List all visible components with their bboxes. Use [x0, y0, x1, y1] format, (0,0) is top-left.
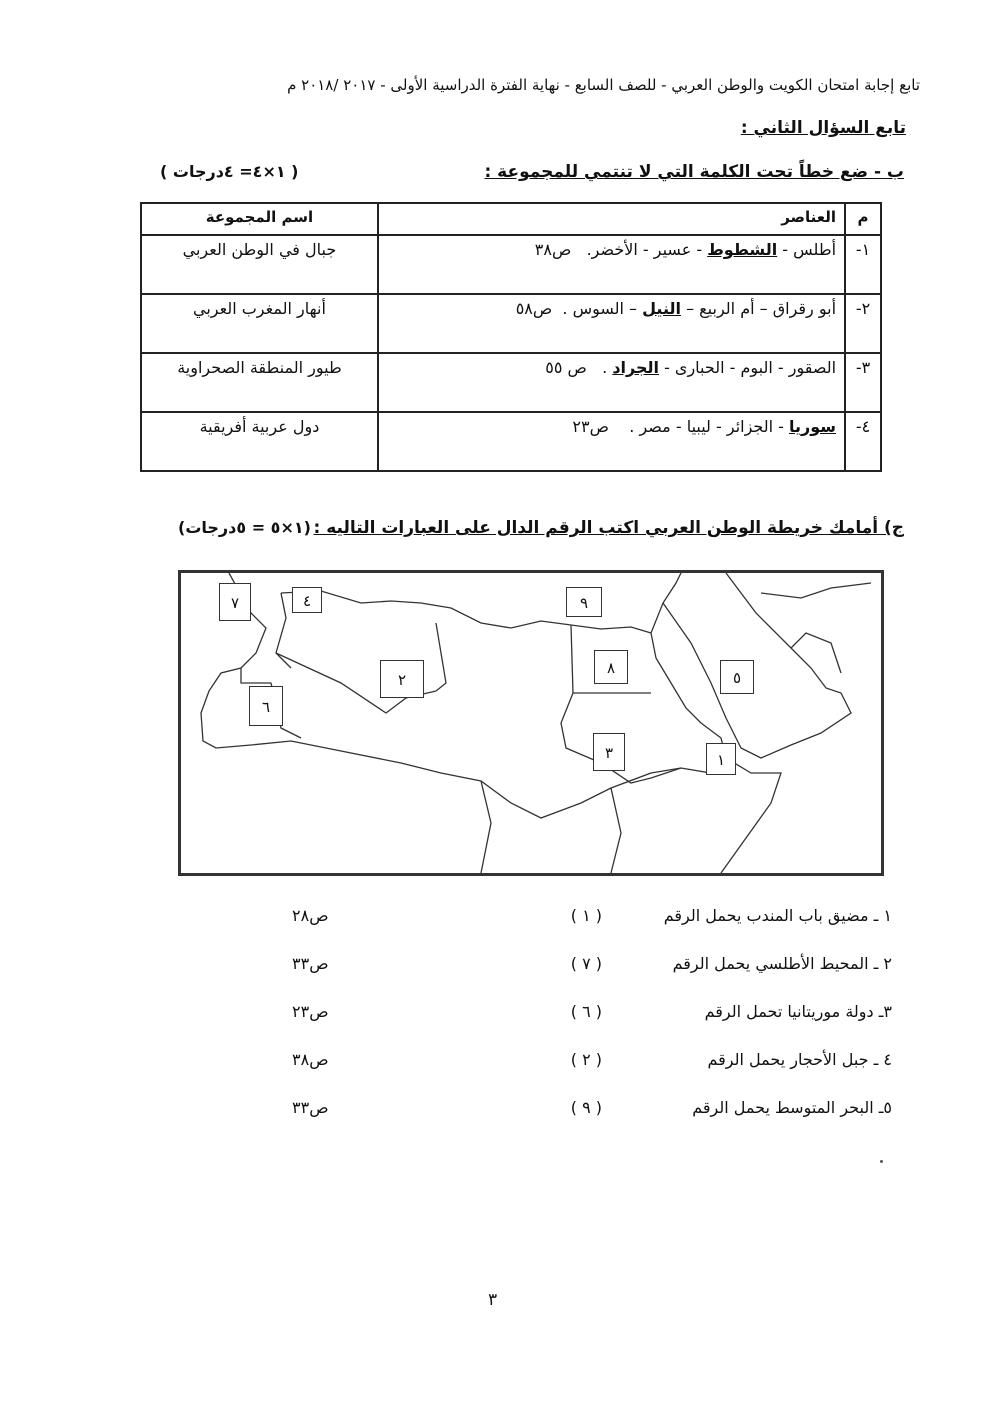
odd-word-table: [140, 202, 882, 472]
col-header-elements: العناصر: [378, 203, 845, 235]
elements-post: – السوس .: [562, 299, 638, 318]
map-label-6: ٦: [249, 686, 283, 726]
group-name: طيور المنطقة الصحراوية: [141, 353, 378, 412]
odd-word: سوريا: [789, 417, 837, 436]
section-c-score: (١×٥ = ٥درجات): [178, 518, 311, 537]
statement-row: [292, 1002, 892, 1032]
statement-page-ref: ص٣٨: [292, 1050, 329, 1069]
statement-row: [292, 1050, 892, 1080]
elements-pre: الصقور - البوم - الحبارى -: [658, 358, 837, 377]
row-elements: [378, 412, 845, 471]
map-label-1: ١: [706, 743, 736, 775]
statement-page-ref: ص٣٣: [292, 954, 329, 973]
statement-text: ١ ـ مضيق باب المندب يحمل الرقم: [663, 906, 892, 925]
statement-text: ٣ـ دولة موريتانيا تحمل الرقم: [704, 1002, 892, 1021]
elements-post: - عسير - الأخضر.: [586, 240, 703, 259]
elements-pre: أبو رقراق – أم الربيع –: [680, 299, 837, 318]
arab-world-map: [178, 570, 884, 876]
statement-page-ref: ص٢٨: [292, 906, 329, 925]
elements-post: - الجزائر - ليبيا - مصر .: [629, 417, 784, 436]
row-elements: [378, 353, 845, 412]
exam-header: تابع إجابة امتحان الكويت والوطن العربي - للصف السابع - نهاية الفترة الدراسية الأولى - ٢٠١٧ /٢٠١٨ م: [287, 76, 920, 94]
row-number: ٣-: [845, 353, 881, 412]
page-ref: ص٣٨: [534, 240, 572, 259]
section-c-title: ج) أمامك خريطة الوطن العربي اكتب الرقم الدال على العبارات التاليه :: [313, 518, 904, 538]
statement-answer: ( ٦ ): [570, 1002, 602, 1021]
odd-word: النيل: [642, 299, 681, 318]
row-elements: [378, 294, 845, 353]
statement-answer: ( ٢ ): [570, 1050, 602, 1069]
row-number: ١-: [845, 235, 881, 294]
statement-row: [292, 1098, 892, 1128]
statement-answer: ( ١ ): [570, 906, 602, 925]
table-header-row: [141, 203, 881, 235]
col-header-num: م: [845, 203, 881, 235]
map-label-5: ٥: [720, 660, 754, 694]
row-number: ٢-: [845, 294, 881, 353]
elements-pre: أطلس -: [777, 240, 837, 259]
group-name: جبال في الوطن العربي: [141, 235, 378, 294]
map-label-2: ٢: [380, 660, 424, 698]
odd-word: الجراد: [612, 358, 659, 377]
odd-word: الشطوط: [707, 240, 778, 259]
page-number: ٣: [488, 1290, 498, 1310]
page-ref: ص٢٣: [572, 417, 609, 436]
statement-page-ref: ص٢٣: [292, 1002, 329, 1021]
table-row: [141, 412, 881, 471]
page-ref: ص ٥٥: [545, 358, 587, 377]
map-outline: [181, 573, 881, 873]
row-number: ٤-: [845, 412, 881, 471]
table-row: [141, 294, 881, 353]
group-name: دول عربية أفريقية: [141, 412, 378, 471]
map-label-3: ٣: [593, 733, 625, 771]
row-elements: [378, 235, 845, 294]
statement-text: ٤ ـ جبل الأحجار يحمل الرقم: [707, 1050, 892, 1069]
group-name: أنهار المغرب العربي: [141, 294, 378, 353]
scan-speck: [880, 1160, 883, 1163]
statement-answer: ( ٩ ): [570, 1098, 602, 1117]
statement-row: [292, 954, 892, 984]
page-ref: ص٥٨: [515, 299, 553, 318]
map-label-9: ٩: [566, 587, 602, 617]
map-label-8: ٨: [594, 650, 628, 684]
statement-page-ref: ص٣٣: [292, 1098, 329, 1117]
statement-text: ٥ـ البحر المتوسط يحمل الرقم: [692, 1098, 892, 1117]
table-row: [141, 235, 881, 294]
section-b-title: ب - ضع خطاً تحت الكلمة التي لا تنتمي للمجموعة :: [484, 162, 904, 182]
map-label-7: ٧: [219, 583, 251, 621]
statement-text: ٢ ـ المحيط الأطلسي يحمل الرقم: [672, 954, 892, 973]
elements-post: .: [602, 358, 608, 377]
col-header-group: اسم المجموعة: [141, 203, 378, 235]
map-label-4: ٤: [292, 587, 322, 613]
statement-answer: ( ٧ ): [570, 954, 602, 973]
table-row: [141, 353, 881, 412]
statement-row: [292, 906, 892, 936]
section-subtitle: تابع السؤال الثاني :: [740, 118, 906, 138]
section-b-score: ( ١×٤= ٤درجات ): [160, 162, 299, 181]
